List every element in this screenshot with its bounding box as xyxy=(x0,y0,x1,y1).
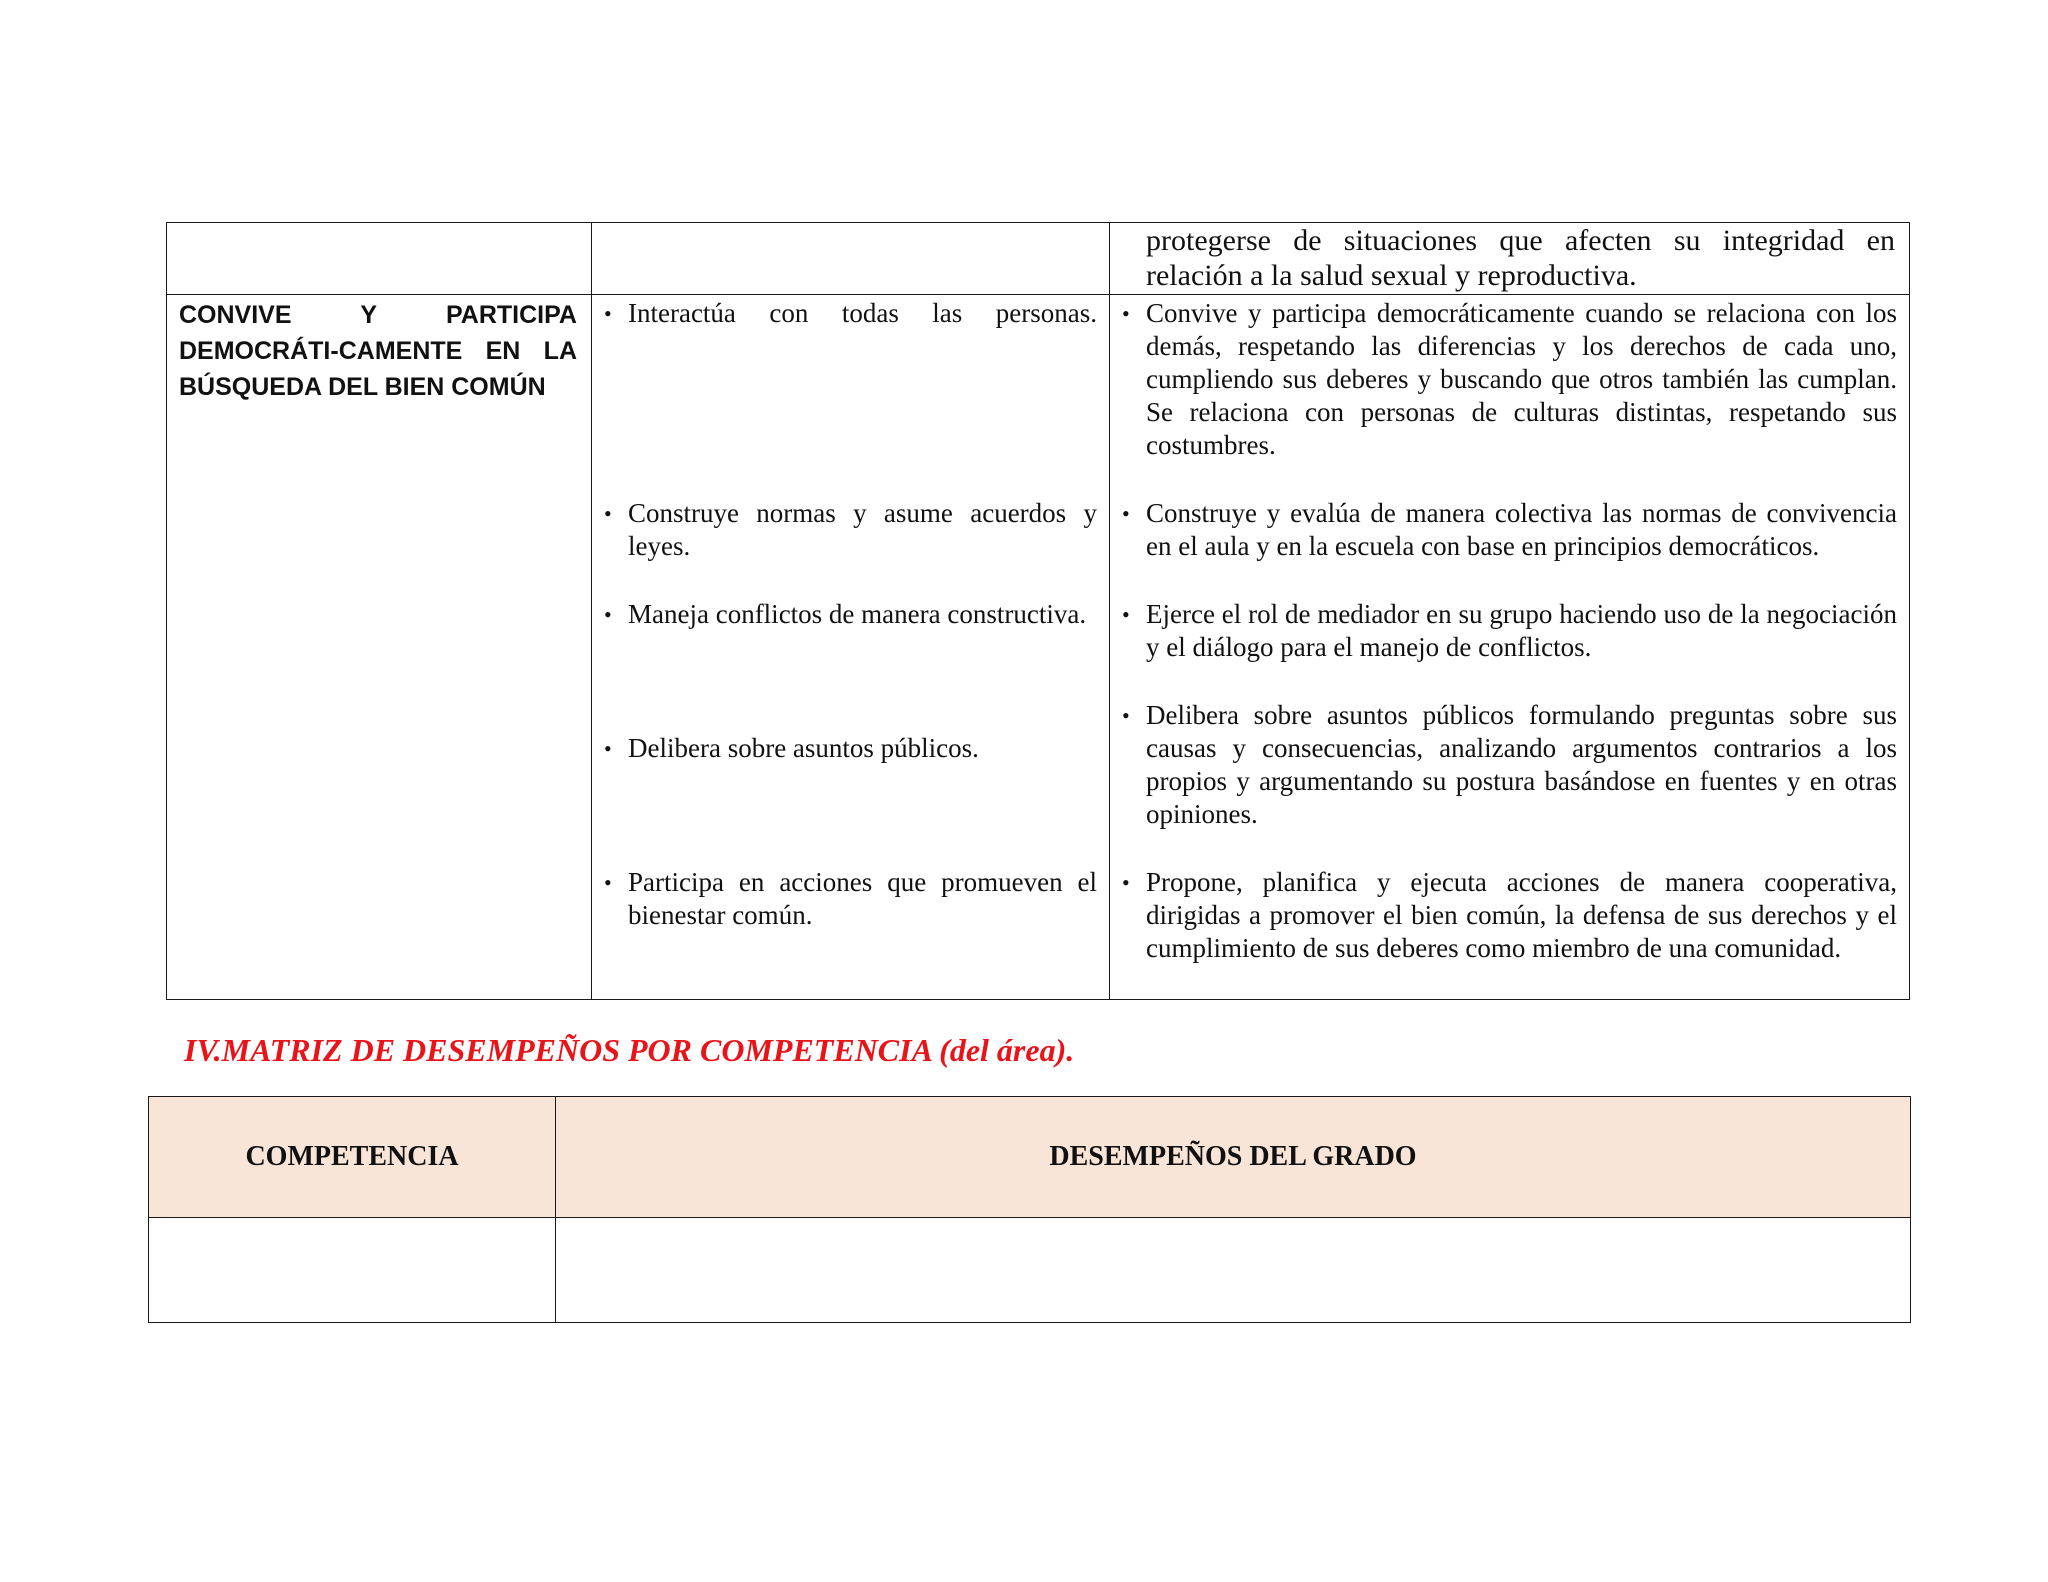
standard-item xyxy=(1110,297,1909,462)
bullet-icon: • xyxy=(604,501,612,526)
continuation-row xyxy=(167,223,1910,295)
bullet-icon: • xyxy=(1122,501,1130,526)
capacity-item xyxy=(592,297,1109,330)
capacity-item xyxy=(592,866,1109,932)
capacity-item xyxy=(592,732,1109,765)
empty-cell xyxy=(149,1218,556,1323)
bullet-icon: • xyxy=(604,736,612,761)
matrix-header-row xyxy=(149,1097,1911,1218)
performance-matrix-table xyxy=(148,1096,1911,1323)
capacity-text: Interactúa con todas las personas. xyxy=(628,298,1097,328)
header-competencia: COMPETENCIA xyxy=(149,1097,556,1218)
capacity-text: Maneja conflictos de manera constructiva. xyxy=(628,599,1087,629)
capacity-text: Construye normas y asume acuerdos y leyes. xyxy=(628,498,1097,561)
matrix-empty-row xyxy=(149,1218,1911,1323)
standard-text: Delibera sobre asuntos públicos formulando preguntas sobre sus causas y consecuencias, analizando argumentos contrarios a los propios y argumentando su postura basándose en fuentes y en otras opiniones. xyxy=(1146,700,1897,829)
continuation-text: protegerse de situaciones que afecten su integridad en relación a la salud sexual y reproductiva. xyxy=(1146,224,1895,292)
bullet-icon: • xyxy=(1122,703,1130,728)
capacity-text: Participa en acciones que promueven el bienestar común. xyxy=(628,867,1097,930)
continuation-cell xyxy=(1110,223,1910,295)
competency-name: CONVIVE Y PARTICIPA DEMOCRÁTI-CAMENTE EN LA BÚSQUEDA DEL BIEN COMÚN xyxy=(179,301,577,401)
standard-text: Ejerce el rol de mediador en su grupo haciendo uso de la negociación y el diálogo para el manejo de conflictos. xyxy=(1146,599,1897,662)
competency-row xyxy=(167,295,1910,1000)
bullet-icon: • xyxy=(1122,870,1130,895)
competency-cell xyxy=(167,295,592,1000)
empty-cell xyxy=(556,1218,1911,1323)
standard-item xyxy=(1110,497,1909,563)
competency-table xyxy=(166,222,1910,1000)
standard-text: Propone, planifica y ejecuta acciones de manera cooperativa, dirigidas a promover el bien común, la defensa de sus derechos y el cumplimiento de sus deberes como miembro de una comunidad. xyxy=(1146,867,1897,963)
header-desempenos: DESEMPEÑOS DEL GRADO xyxy=(556,1097,1911,1218)
empty-cell xyxy=(167,223,592,295)
capacity-text: Delibera sobre asuntos públicos. xyxy=(628,733,979,763)
bullet-icon: • xyxy=(1122,301,1130,326)
capacity-item xyxy=(592,497,1109,563)
empty-cell xyxy=(592,223,1110,295)
standard-text: Convive y participa democráticamente cuando se relaciona con los demás, respetando las diferencias y los derechos de cada uno, cumpliendo sus deberes y buscando que otros también las cumplan. Se relaciona con personas de culturas distintas, respetando sus costumbres. xyxy=(1146,298,1897,460)
bullet-icon: • xyxy=(604,602,612,627)
capacities-cell xyxy=(592,295,1110,1000)
bullet-icon: • xyxy=(604,301,612,326)
standard-text: Construye y evalúa de manera colectiva las normas de convivencia en el aula y en la escuela con base en principios democráticos. xyxy=(1146,498,1897,561)
capacity-item xyxy=(592,598,1109,631)
bullet-icon: • xyxy=(604,870,612,895)
standards-cell xyxy=(1110,295,1910,1000)
section-heading: IV.MATRIZ DE DESEMPEÑOS POR COMPETENCIA (del área). xyxy=(184,1032,1075,1068)
standard-item xyxy=(1110,598,1909,664)
standard-item xyxy=(1110,699,1909,831)
standard-item xyxy=(1110,866,1909,965)
bullet-icon: • xyxy=(1122,602,1130,627)
